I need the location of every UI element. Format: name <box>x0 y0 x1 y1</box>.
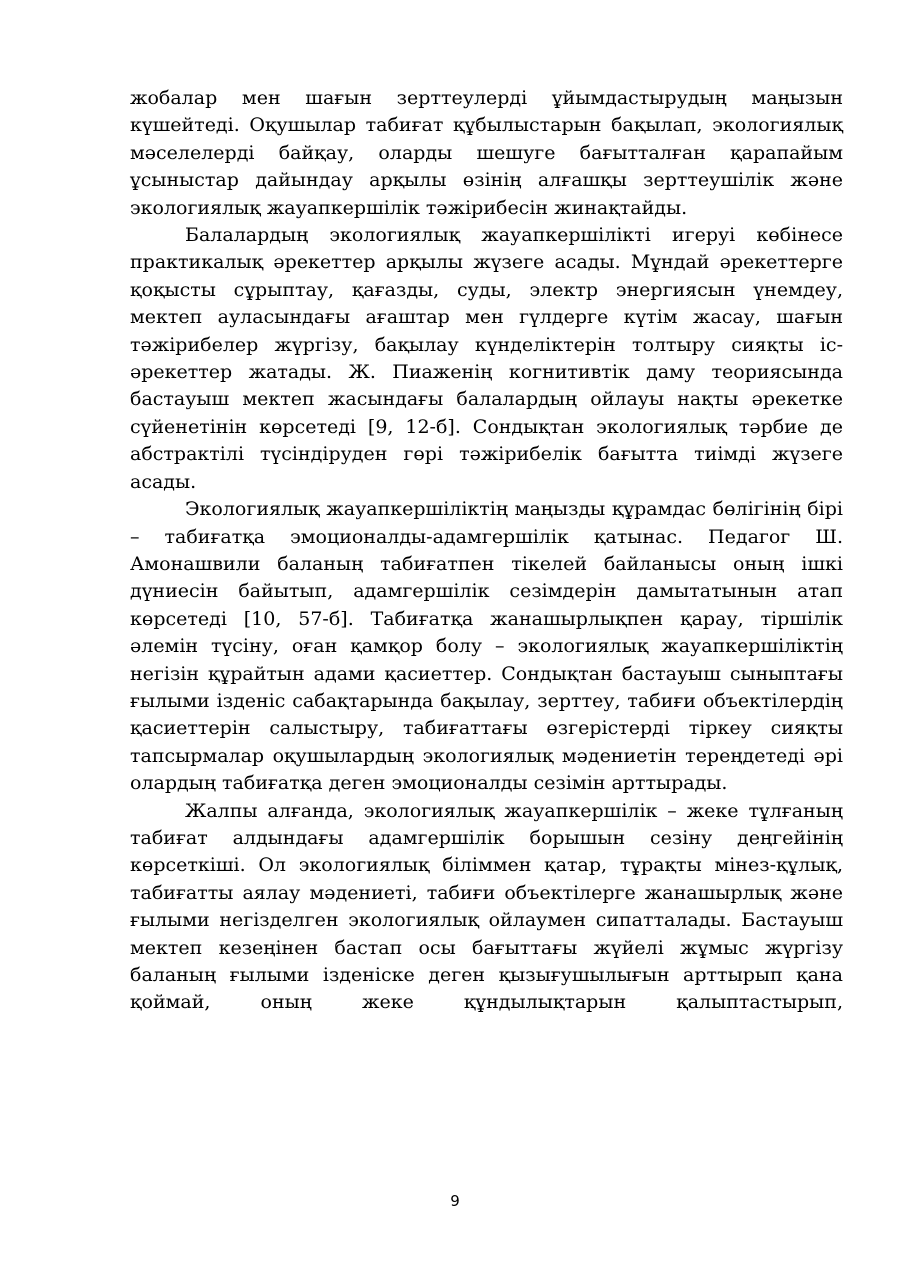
paragraph-3: Экологиялық жауапкершіліктің маңызды құрамдас бөлігінің бірі – табиғатқа эмоционалды-адамгершілік қатынас. Педагог Ш. Амонашвили баланың табиғатпен тікелей байланысы оның ішкі дүниесін байытып, адамгершілік сезімдерін дамытатынын атап көрсетеді [10, 57-б]. Табиғатқа жанашырлықпен қарау, тіршілік әлемін түсіну, оған қамқор болу – экологиялық жауапкершіліктің негізін құрайтын адами қасиеттер. Сондықтан бастауыш сыныптағы ғылыми ізденіс сабақтарында бақылау, зерттеу, табиғи объектілердің қасиеттерін салыстыру, табиғаттағы өзгерістерді тіркеу сияқты тапсырмалар оқушылардың экологиялық мәдениетін тереңдетеді әрі олардың табиғатқа деген эмоционалды сезімін арттырады. <box>130 498 843 795</box>
paragraph-1: жобалар мен шағын зерттеулерді ұйымдастырудың маңызын күшейтеді. Оқушылар табиғат құбылыстарын бақылап, экологиялық мәселелерді байқау, оларды шешуге бағытталған қарапайым ұсыныстар дайындау арқылы өзінің алғашқы зерттеушілік және экологиялық жауапкершілік тәжірибесін жинақтайды. <box>130 87 843 219</box>
paragraph-4: Жалпы алғанда, экологиялық жауапкершілік – жеке тұлғаның табиғат алдындағы адамгершілік борышын сезіну деңгейінің көрсеткіші. Ол экологиялық біліммен қатар, тұрақты мінез-құлық, табиғатты аялау мәдениеті, табиғи объектілерге жанашырлық және ғылыми негізделген экологиялық ойлаумен сипатталады. Бастауыш мектеп кезеңінен бастап осы бағыттағы жүйелі жұмыс жүргізу баланың ғылыми ізденіске деген қызығушылығын арттырып қана қоймай, оның жеке құндылықтарын қалыптастырып, <box>130 799 843 1014</box>
paragraph-2: Балалардың экологиялық жауапкершілікті игеруі көбінесе практикалық әрекеттер арқылы жүзеге асады. Мұндай әрекеттерге қоқысты сұрыптау, қағазды, суды, электр энергиясын үнемдеу, мектеп ауласындағы ағаштар мен гүлдерге күтім жасау, шағын тәжірибелер жүргізу, бақылау күнделіктерін толтыру сияқты іс-әрекеттер жатады. Ж. Пиаженің когнитивтік даму теориясында бастауыш мектеп жасындағы балалардың ойлауы нақты әрекетке сүйенетінін көрсетеді [9, 12-б]. Сондықтан экологиялық тәрбие де абстрактілі түсіндіруден гөрі тәжірибелік бағытта тиімді жүзеге асады. <box>130 224 843 493</box>
page-number: 9 <box>450 1192 460 1210</box>
page-body-text <box>130 85 843 1017</box>
